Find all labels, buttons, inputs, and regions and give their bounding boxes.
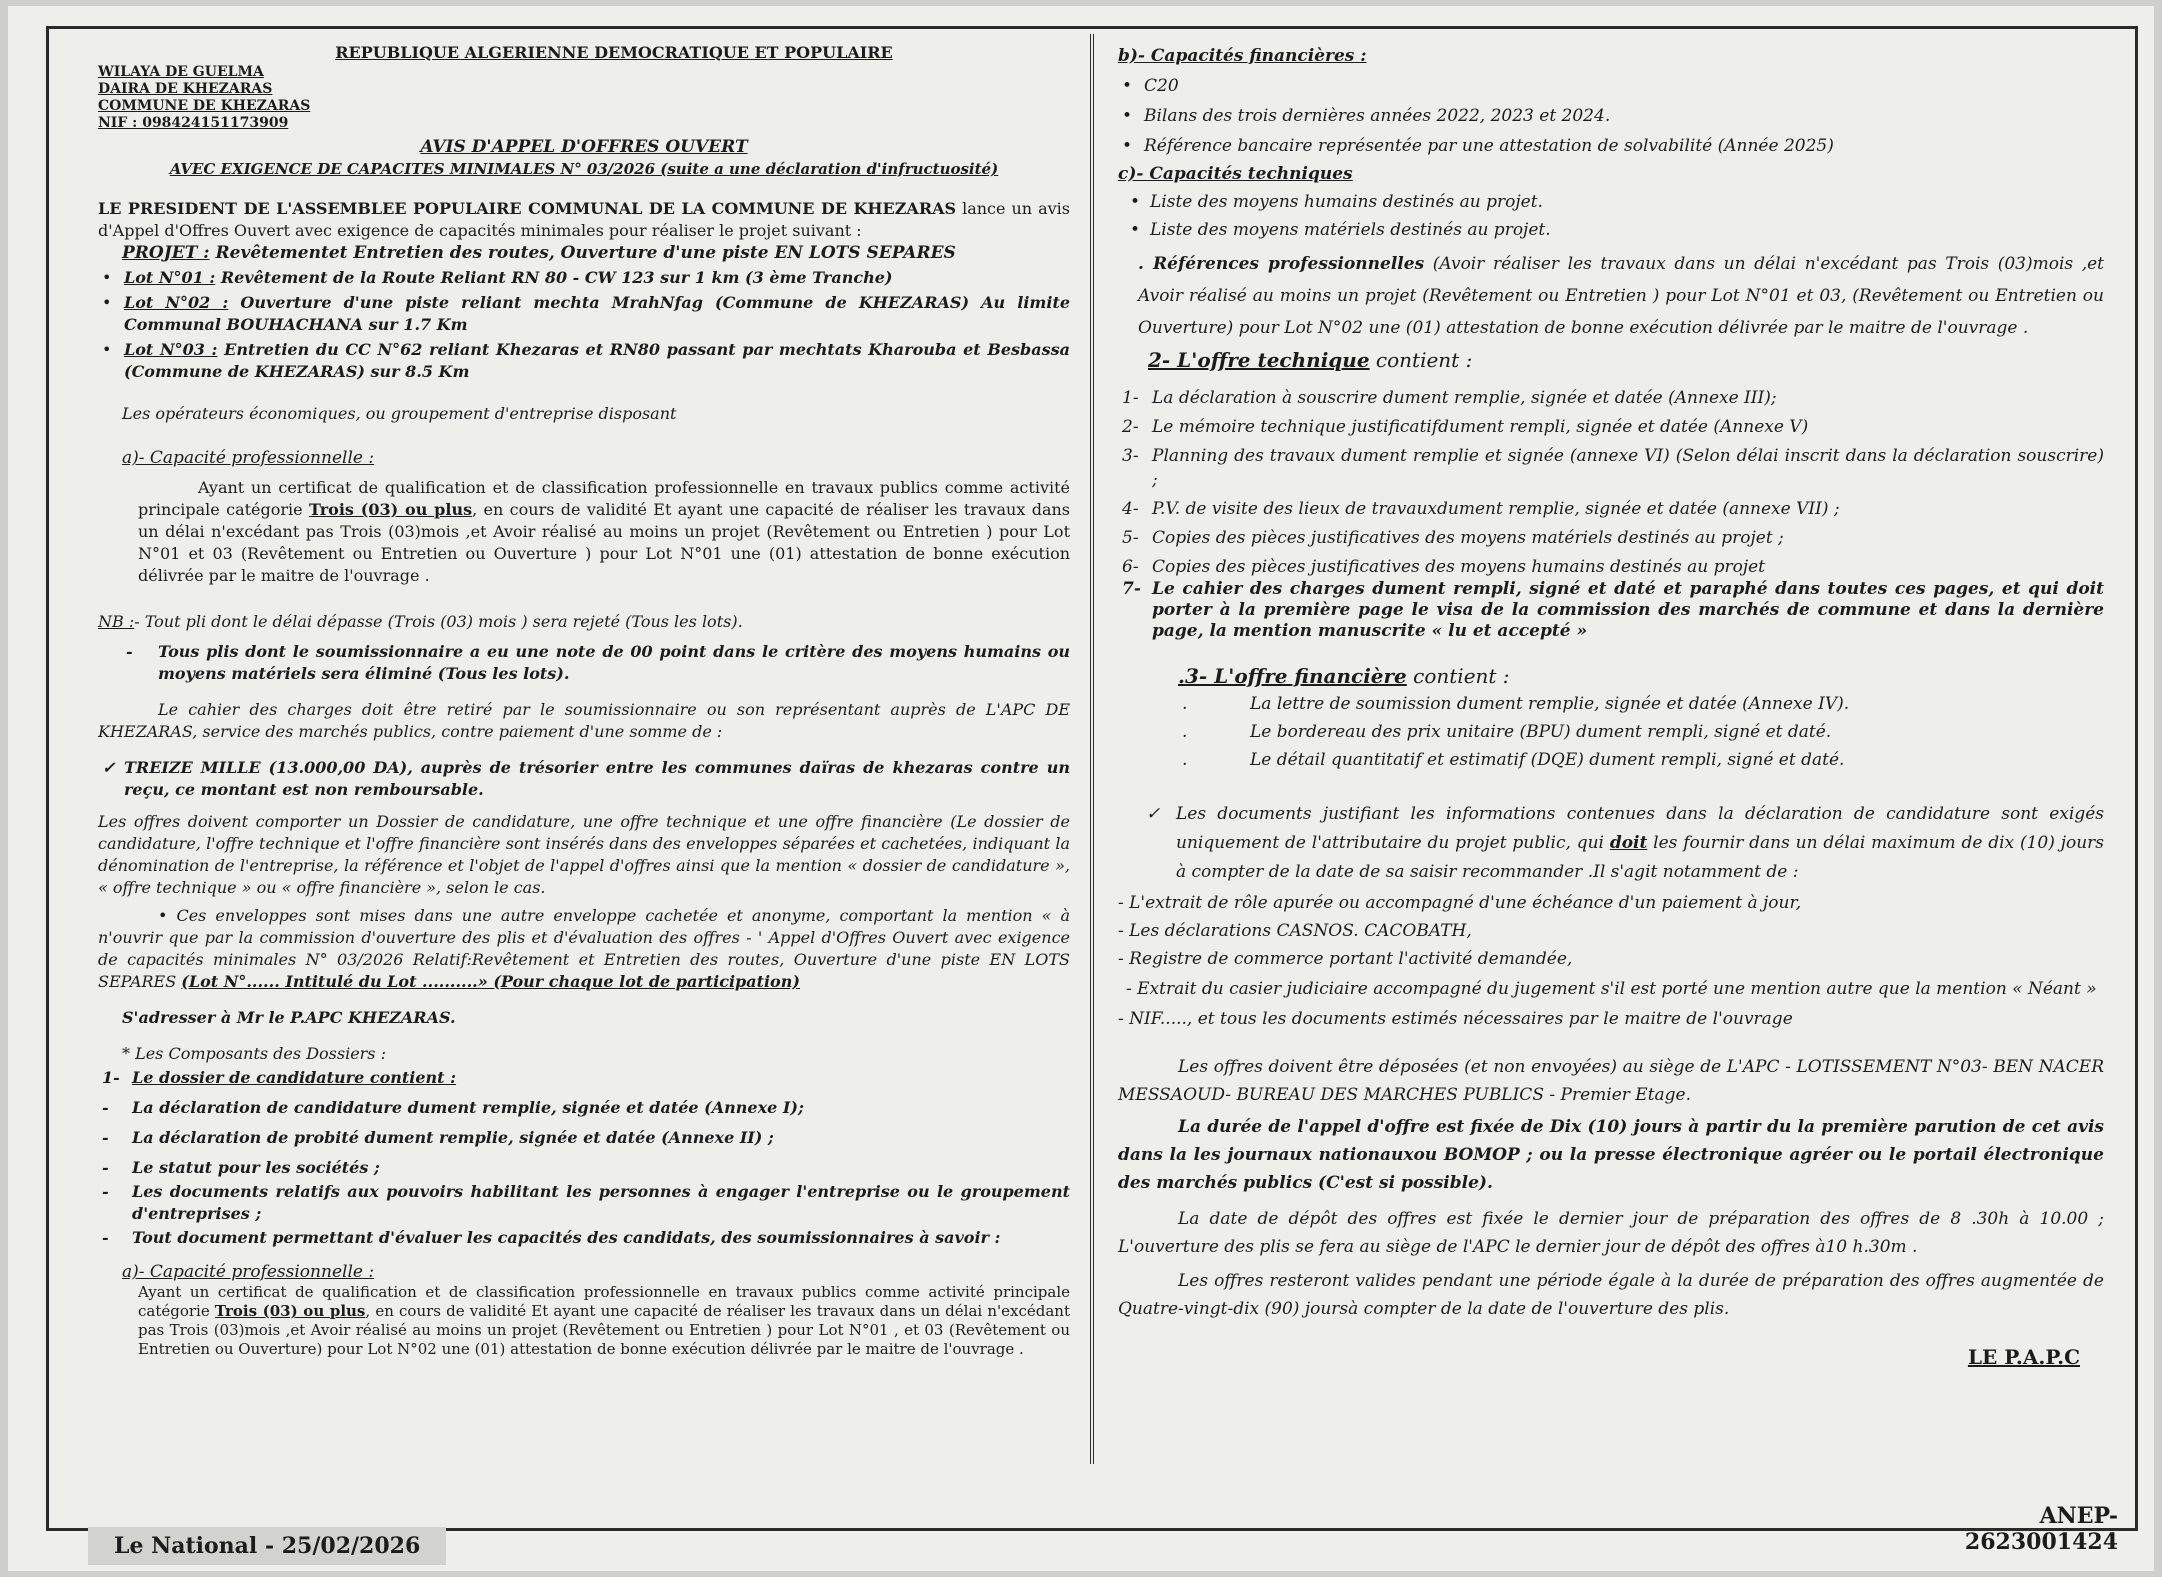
- dash-icon: -: [102, 1128, 109, 1147]
- nb-label: NB :: [98, 612, 135, 631]
- doc-item: - Extrait du casier judiciaire accompagné du jugement s'il est porté une mention autre que la mention « Néant »: [1126, 979, 2097, 999]
- intro-text: lance un avis d'Appel d'Offres Ouvert avec exigence de capacités minimales pour réaliser le projet suivant :: [98, 199, 1070, 240]
- cap-tech-item: • Liste des moyens matériels destinés au projet.: [1130, 220, 1551, 240]
- checkmark-icon: ✓: [102, 758, 116, 777]
- offre-fin-item: . Le bordereau des prix unitaire (BPU) dument rempli, signé et daté.: [1182, 722, 1832, 742]
- valides-text: Les offres resteront valides pendant une période égale à la durée de préparation des offres augmentée de Quatre-vingt-dix (90) joursà compter de la date de l'ouverture des plis.: [1118, 1271, 2104, 1319]
- category-label: Trois (03) ou plus: [309, 500, 473, 519]
- offre-tech-item: 2- Le mémoire technique justificatifdument rempli, signée et datée (Annexe V): [1122, 417, 1809, 437]
- bullet-icon: •: [102, 340, 112, 359]
- offre-tech-item: 3- Planning des travaux dument remplie et signée (annexe VI) (Selon délai inscrit dans la déclaration souscrire) ;: [1122, 446, 2104, 490]
- president-name: LE PRESIDENT DE L'ASSEMBLEE POPULAIRE COMMUNAL DE LA COMMUNE DE KHEZARAS: [98, 199, 957, 218]
- duree-text: La durée de l'appel d'offre est fixée de Dix (10) jours à partir du la première parution de cet avis dans la les journaux nationauxou BOMOP ; ou la presse électronique agréer ou le portail électronique des marchés publics (C'est si possible).: [1118, 1117, 2104, 1193]
- newspaper-page: [8, 6, 2154, 1571]
- cap-pro-text: Ayant un certificat de qualification et de classification professionnelle en travaux publics comme activité principale catégorie Trois (03) ou plus, en cours de validité Et ayant une capacité de réaliser les travaux dans un délai n'excédant pas Trois (03)mois ,et Avoir réalisé au moins un projet (Revêtement ou Entretien ) pour Lot N°01 et 03 (Revêtement ou Entretien ou Ouverture ) pour Lot N°01 une (01) attestation de bonne exécution délivrée par le maitre de l'ouvrage .: [138, 478, 1071, 585]
- cap-fin-item: • C20: [1122, 76, 1179, 96]
- dossier-item: - Tout document permettant d'évaluer les capacités des candidats, des soumissionnaires à savoir :: [102, 1228, 1001, 1247]
- column-divider: [1090, 34, 1094, 1464]
- nif: NIF : 098424151173909: [98, 115, 289, 131]
- depot-text: La date de dépôt des offres est fixée le dernier jour de préparation des offres de 8 .30h à 10.00 ; L'ouverture des plis se fera au siège de l'APC le dernier jour de dépôt des offres à10 h.30m .: [1118, 1209, 2104, 1257]
- offre-tech-item: 4- P.V. de visite des lieux de travauxdument remplie, signée et datée (annexe VII) ;: [1122, 499, 1840, 519]
- treize-mille: ✓ TREIZE MILLE (13.000,00 DA), auprès de trésorier entre les communes daïras de khezaras contre un reçu, ce montant est non remboursable.: [102, 758, 1070, 799]
- lot-item: • Lot N°01 : Revêtement de la Route Reliant RN 80 - CW 123 sur 1 km (3 ème Tranche): [102, 268, 893, 287]
- bullet-icon: •: [102, 268, 112, 287]
- offre-fin-item: . Le détail quantitatif et estimatif (DQE) dument rempli, signé et daté.: [1182, 750, 1845, 770]
- projet-text: Revêtementet Entretien des routes, Ouverture d'une piste EN LOTS SEPARES: [209, 243, 956, 263]
- avis-title: AVIS D'APPEL D'OFFRES OUVERT: [420, 137, 748, 157]
- dossier-item: - Les documents relatifs aux pouvoirs habilitant les personnes à engager l'entreprise ou le groupement d'entreprises ;: [102, 1182, 1070, 1223]
- nb-item: - Tous plis dont le soumissionnaire a eu une note de 00 point dans le critère des moyens humains ou moyens matériels sera éliminé (Tous les lots).: [126, 642, 1070, 683]
- dash-icon: -: [102, 1158, 109, 1177]
- bullet-icon: •: [158, 906, 177, 925]
- sadresser-text: S'adresser à Mr le P.APC KHEZARAS.: [122, 1008, 456, 1027]
- dash-icon: -: [102, 1228, 109, 1247]
- deposees-text: Les offres doivent être déposées (et non envoyées) au siège de L'APC - LOTISSEMENT N°03- BEN NACER MESSAOUD- BUREAU DES MARCHES PUBLICS - Premier Etage.: [1118, 1057, 2104, 1105]
- cap-pro-text-2: Ayant un certificat de qualification et de classification professionnelle en travaux publics comme activité principale catégorie Trois (03) ou plus, en cours de validité Et ayant une capacité de réaliser les travaux dans un délai n'excédant pas Trois (03)mois ,et Avoir réalisé au moins un projet (Revêtement ou Entretien ) pour Lot N°01 , et 03 (Revêtement ou Entretien ou Ouverture) pour Lot N°02 une (01) attestation de bonne exécution délivrée par le maitre de l'ouvrage .: [138, 1283, 1070, 1358]
- cap-pro-title-2: a)- Capacité professionnelle :: [122, 1262, 375, 1282]
- intro-paragraph: [98, 198, 1070, 242]
- nb-line: [98, 611, 1070, 633]
- doc-item: - Les déclarations CASNOS. CACOBATH,: [1118, 921, 1472, 941]
- commune: COMMUNE DE KHEZARAS: [98, 98, 311, 114]
- signature: LE P.A.P.C: [1967, 1345, 2080, 1369]
- bullet-icon: •: [1122, 106, 1133, 126]
- cap-tech-item: • Liste des moyens humains destinés au projet.: [1130, 192, 1543, 212]
- cahier-text: Le cahier des charges doit être retiré par le soumissionnaire ou son représentant auprès de L'APC DE KHEZARAS, service des marchés publics, contre paiement d'une somme de :: [98, 700, 1070, 741]
- right-column: [1118, 44, 2104, 1369]
- dash-icon: -: [126, 642, 133, 661]
- offre-tech-item: 5- Copies des pièces justificatives des moyens matériels destinés au projet ;: [1122, 528, 1784, 548]
- offre-fin-title: .3- L'offre financière contient :: [1178, 664, 1510, 688]
- wilaya: WILAYA DE GUELMA: [98, 64, 264, 80]
- bullet-icon: •: [1122, 76, 1133, 96]
- bullet-icon: •: [102, 293, 112, 312]
- bullet-icon: •: [1130, 192, 1141, 212]
- offre-tech-item: 6- Copies des pièces justificatives des moyens humains destinés au projet: [1122, 557, 1765, 577]
- checkmark-icon: ✓: [1146, 804, 1161, 824]
- dash-icon: -: [102, 1098, 109, 1117]
- category-label: Trois (03) ou plus: [214, 1302, 366, 1320]
- cap-tech-title: c)- Capacités techniques: [1118, 164, 1353, 184]
- enveloppes-text: • Ces enveloppes sont mises dans une autre enveloppe cachetée et anonyme, comportant la mention « à n'ouvrir que par la commission d'ouverture des plis et d'évaluation des offres - ' Appel d'Offres Ouvert avec exigence de capacités minimales N° 03/2026 Relatif:Revêtement et Entretien des routes, Ouverture d'une piste EN LOTS SEPARES (Lot N°...... Intitulé du Lot ..........» (Pour chaque lot de participation): [98, 906, 1070, 991]
- dossier-item: - La déclaration de candidature dument remplie, signée et datée (Annexe I);: [102, 1098, 804, 1117]
- ref-pro-text: . Références professionnelles (Avoir réaliser les travaux dans un délai n'excédant pas Trois (03)mois ,et Avoir réalisé au moins un projet (Revêtement ou Entretien ) pour Lot N°01 et 03, (Revêtement ou Entretien ou Ouverture) pour Lot N°02 une (01) attestation de bonne exécution délivrée par le maitre de l'ouvrage .: [1138, 254, 2104, 338]
- composants-title: * Les Composants des Dossiers :: [122, 1044, 386, 1063]
- bullet-icon: •: [1122, 136, 1133, 156]
- cap-pro-title: a)- Capacité professionnelle :: [122, 448, 375, 468]
- cap-fin-title: b)- Capacités financières :: [1118, 46, 1367, 66]
- dash-icon: -: [102, 1182, 109, 1201]
- journal-date: Le National - 25/02/2026: [88, 1527, 446, 1565]
- offre-fin-item: . La lettre de soumission dument remplie, signée et datée (Annexe IV).: [1182, 694, 1850, 714]
- lot-item: • Lot N°03 : Entretien du CC N°62 reliant Khezaras et RN80 passant par mechtats Kharouba et Besbassa (Commune de KHEZARAS) sur 8.5 Km: [102, 340, 1070, 381]
- doc-item: - Registre de commerce portant l'activité demandée,: [1118, 949, 1573, 969]
- anep-reference: ANEP-2623001424: [1964, 1503, 2118, 1555]
- cap-fin-item: • Bilans des trois dernières années 2022, 2023 et 2024.: [1122, 106, 1611, 126]
- republic-header: REPUBLIQUE ALGERIENNE DEMOCRATIQUE ET POPULAIRE: [335, 43, 893, 62]
- dossier-item: - Le statut pour les sociétés ;: [102, 1158, 380, 1177]
- bullet-icon: •: [1130, 220, 1141, 240]
- doc-item: - NIF....., et tous les documents estimés nécessaires par le maitre de l'ouvrage: [1118, 1009, 1793, 1029]
- offre-tech-item: 1- La déclaration à souscrire dument remplie, signée et datée (Annexe III);: [1122, 388, 1777, 408]
- nb-text: - Tout pli dont le délai dépasse (Trois (03) mois ) sera rejeté (Tous les lots).: [134, 612, 743, 631]
- projet-label: PROJET :: [122, 243, 210, 263]
- lot-item: • Lot N°02 : Ouverture d'une piste reliant mechta MrahNfag (Commune de KHEZARAS) Au limite Communal BOUHACHANA sur 1.7 Km: [102, 293, 1071, 334]
- dossier-title: 1- Le dossier de candidature contient :: [102, 1068, 457, 1087]
- projet-line: [98, 242, 1070, 264]
- avis-subtitle: AVEC EXIGENCE DE CAPACITES MINIMALES N° 03/2026 (suite a une déclaration d'infructuosité): [169, 160, 999, 178]
- offre-tech-title: 2- L'offre technique contient :: [1148, 348, 1473, 372]
- justificatifs-text: ✓ Les documents justifiant les informations contenues dans la déclaration de candidature sont exigés uniquement de l'attributaire du projet public, qui doit les fournir dans un délai maximum de dix (10) jours à compter de la date de sa saisir recommander .Il s'agit notamment de :: [1118, 800, 2104, 887]
- offres-text: Les offres doivent comporter un Dossier de candidature, une offre technique et une offre financière (Le dossier de candidature, l'offre technique et l'offre financière sont insérés dans des enveloppes séparées et cachetées, indiquant la dénomination de l'entreprise, la référence et l'objet de l'appel d'offres ainsi que la mention « dossier de candidature », « offre technique » ou « offre financière », selon le cas.: [98, 812, 1070, 897]
- cap-fin-item: • Référence bancaire représentée par une attestation de solvabilité (Année 2025): [1122, 136, 1834, 156]
- left-column: [98, 42, 1070, 1359]
- dossier-item: - La déclaration de probité dument remplie, signée et datée (Annexe II) ;: [102, 1128, 774, 1147]
- doc-item: - L'extrait de rôle apurée ou accompagné d'une échéance d'un paiement à jour,: [1118, 893, 1802, 913]
- offre-tech-item: 7- Le cahier des charges dument rempli, signé et daté et paraphé dans toutes ces pages, et qui doit porter à la première page le visa de la commission des marchés de commune et dans la dernière page, la mention manuscrite « lu et accepté »: [1122, 579, 2104, 641]
- daira: DAIRA DE KHEZARAS: [98, 81, 273, 97]
- operators-text: Les opérateurs économiques, ou groupement d'entreprise disposant: [122, 404, 677, 423]
